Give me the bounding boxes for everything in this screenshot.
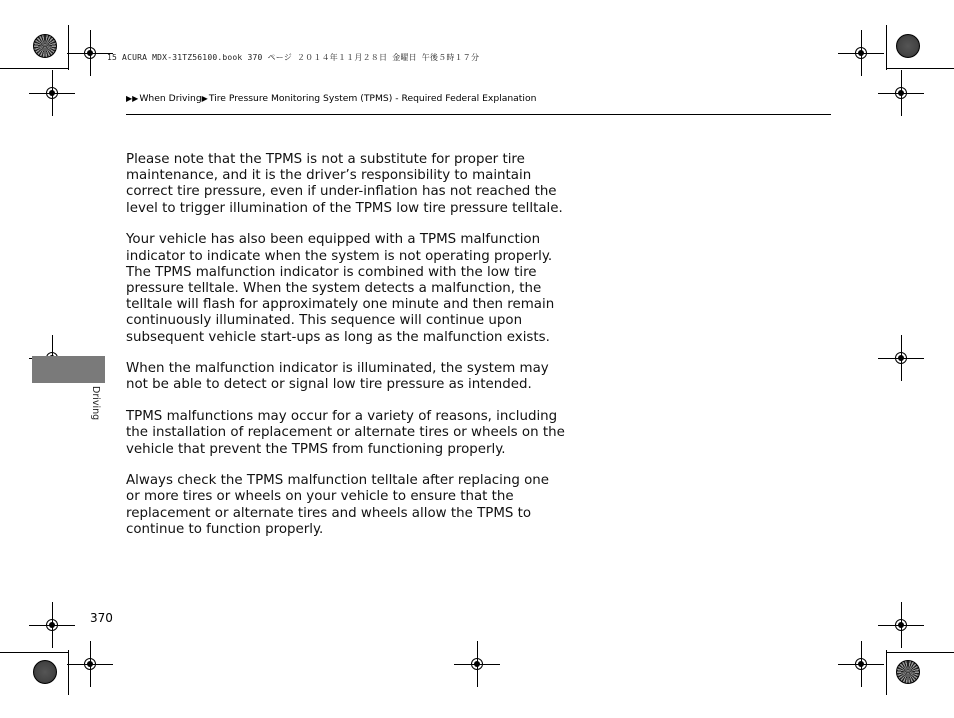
paragraph: Always check the TPMS malfunction telltale after replacing one or more tires or wheels on your vehicle to ensure that the replacement or alternate tires and wheels allow the TPMS to continue to function properly. [126,473,550,537]
registration-target-icon [896,660,920,684]
crop-mark [68,650,69,695]
crop-mark [886,652,954,653]
page-number: 370 [90,611,113,625]
crop-mark [0,652,68,653]
crop-mark [886,68,954,69]
registration-target-icon [33,34,57,58]
registration-target-icon [33,660,57,684]
crop-mark [886,25,887,70]
crop-mark [0,68,68,69]
paragraph: TPMS malfunctions may occur for a variety of reasons, including the installation of replacement or alternate tires or wheels on the vehicle that prevent the TPMS from functioning properly. [126,409,565,457]
breadcrumb [126,93,536,104]
breadcrumb-topic: Tire Pressure Monitoring System (TPMS) - Required Federal Explanation [208,93,537,104]
header-rule [126,114,831,115]
side-tab [32,356,105,383]
breadcrumb-separator-icon: ▶ [201,94,208,103]
paragraph: When the malfunction indicator is illuminated, the system may not be able to detect or signal low tire pressure as intended. [126,361,549,393]
crop-mark [886,650,887,695]
paragraph: Please note that the TPMS is not a substitute for proper tire maintenance, and it is the driver’s responsibility to maintain correct tire pressure, even if under-inflation has not reached the level to trigger illumination of the TPMS low tire pressure telltale. [126,152,563,216]
side-tab-label: Driving [90,386,101,421]
print-header: 15 ACURA MDX-31TZ56100.book 370 ページ ２０１４年１１月２８日 金曜日 午後５時１７分 [107,53,480,62]
breadcrumb-arrow-icon: ▶▶ [126,94,139,103]
registration-target-icon [896,34,920,58]
body-text [126,152,566,554]
crop-mark [68,25,69,70]
breadcrumb-section: When Driving [139,93,202,104]
paragraph: Your vehicle has also been equipped with a TPMS malfunction indicator to indicate when the system is not operating properly. The TPMS malfunction indicator is combined with the low tire pressure telltale. When the system detects a malfunction, the telltale will flash for approximately one minute and then remain continuously illuminated. This sequence will continue upon subsequent vehicle start-ups as long as the malfunction exists. [126,232,555,345]
